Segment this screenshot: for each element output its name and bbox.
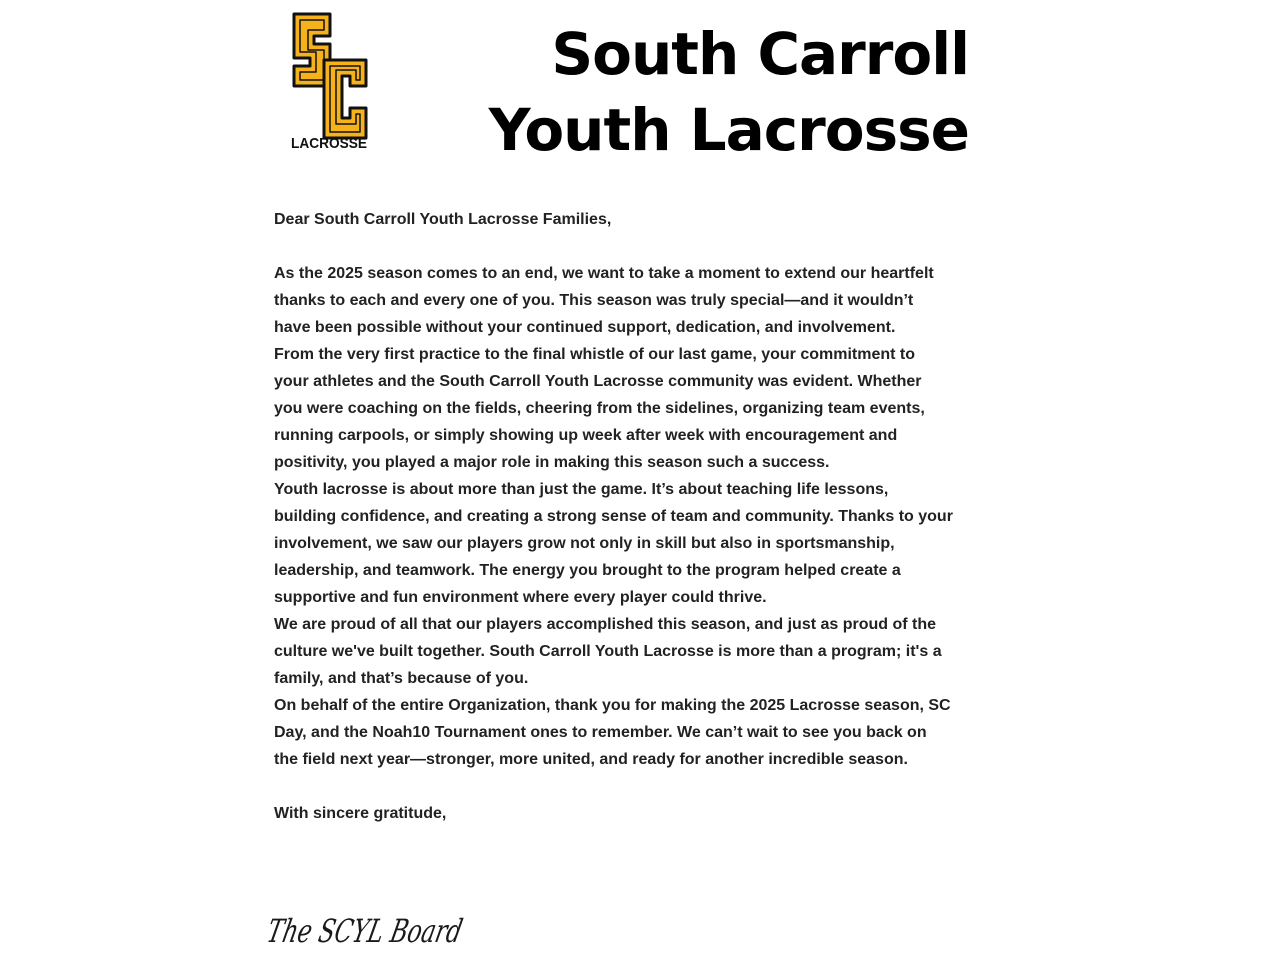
closing: With sincere gratitude, [274,805,447,822]
signature-handwritten [263,902,540,958]
letter-body [274,206,954,827]
paragraph: As the 2025 season comes to an end, we want to take a moment to extend our heartfelt thanks to each and every one of you. This season was truly special—and it wouldn’t have been possible without your continued support, dedication, and involvement. [274,265,934,336]
title-line-1: South Carroll [551,20,969,88]
paragraph: On behalf of the entire Organization, thank you for making the 2025 Lacrosse season, SC Day, and the Noah10 Tournament ones to remember. We can’t wait to see you back on the field next year—stronger, more united, and ready for another incredible season. [274,697,951,768]
page-title [489,16,969,168]
sc-lacrosse-logo [286,10,372,150]
logo-caption: LACROSSE [291,135,367,152]
title-line-2: Youth Lacrosse [488,96,969,164]
paragraph: We are proud of all that our players accomplished this season, and just as proud of the culture we've built together. South Carroll Youth Lacrosse is more than a program; it's a family, and that’s because of you. [274,616,942,687]
paragraph: Youth lacrosse is about more than just the game. It’s about teaching life lessons, building confidence, and creating a strong sense of team and community. Thanks to your involvement, we saw our players grow not only in skill but also in sportsmanship, leadership, and teamwork. The energy you brought to the program helped create a supportive and fun environment where every player could thrive. [274,481,953,606]
salutation: Dear South Carroll Youth Lacrosse Families, [274,211,612,228]
paragraph: From the very first practice to the final whistle of our last game, your commitment to your athletes and the South Carroll Youth Lacrosse community was evident. Whether you were coaching on the fields, cheering from the sidelines, organizing team events, running carpools, or simply showing up week after week with encouragement and positivity, you played a major role in making this season such a success. [274,346,925,471]
signature-text: The SCYL Board [263,912,540,950]
spacer [274,773,954,800]
spacer [274,233,954,260]
